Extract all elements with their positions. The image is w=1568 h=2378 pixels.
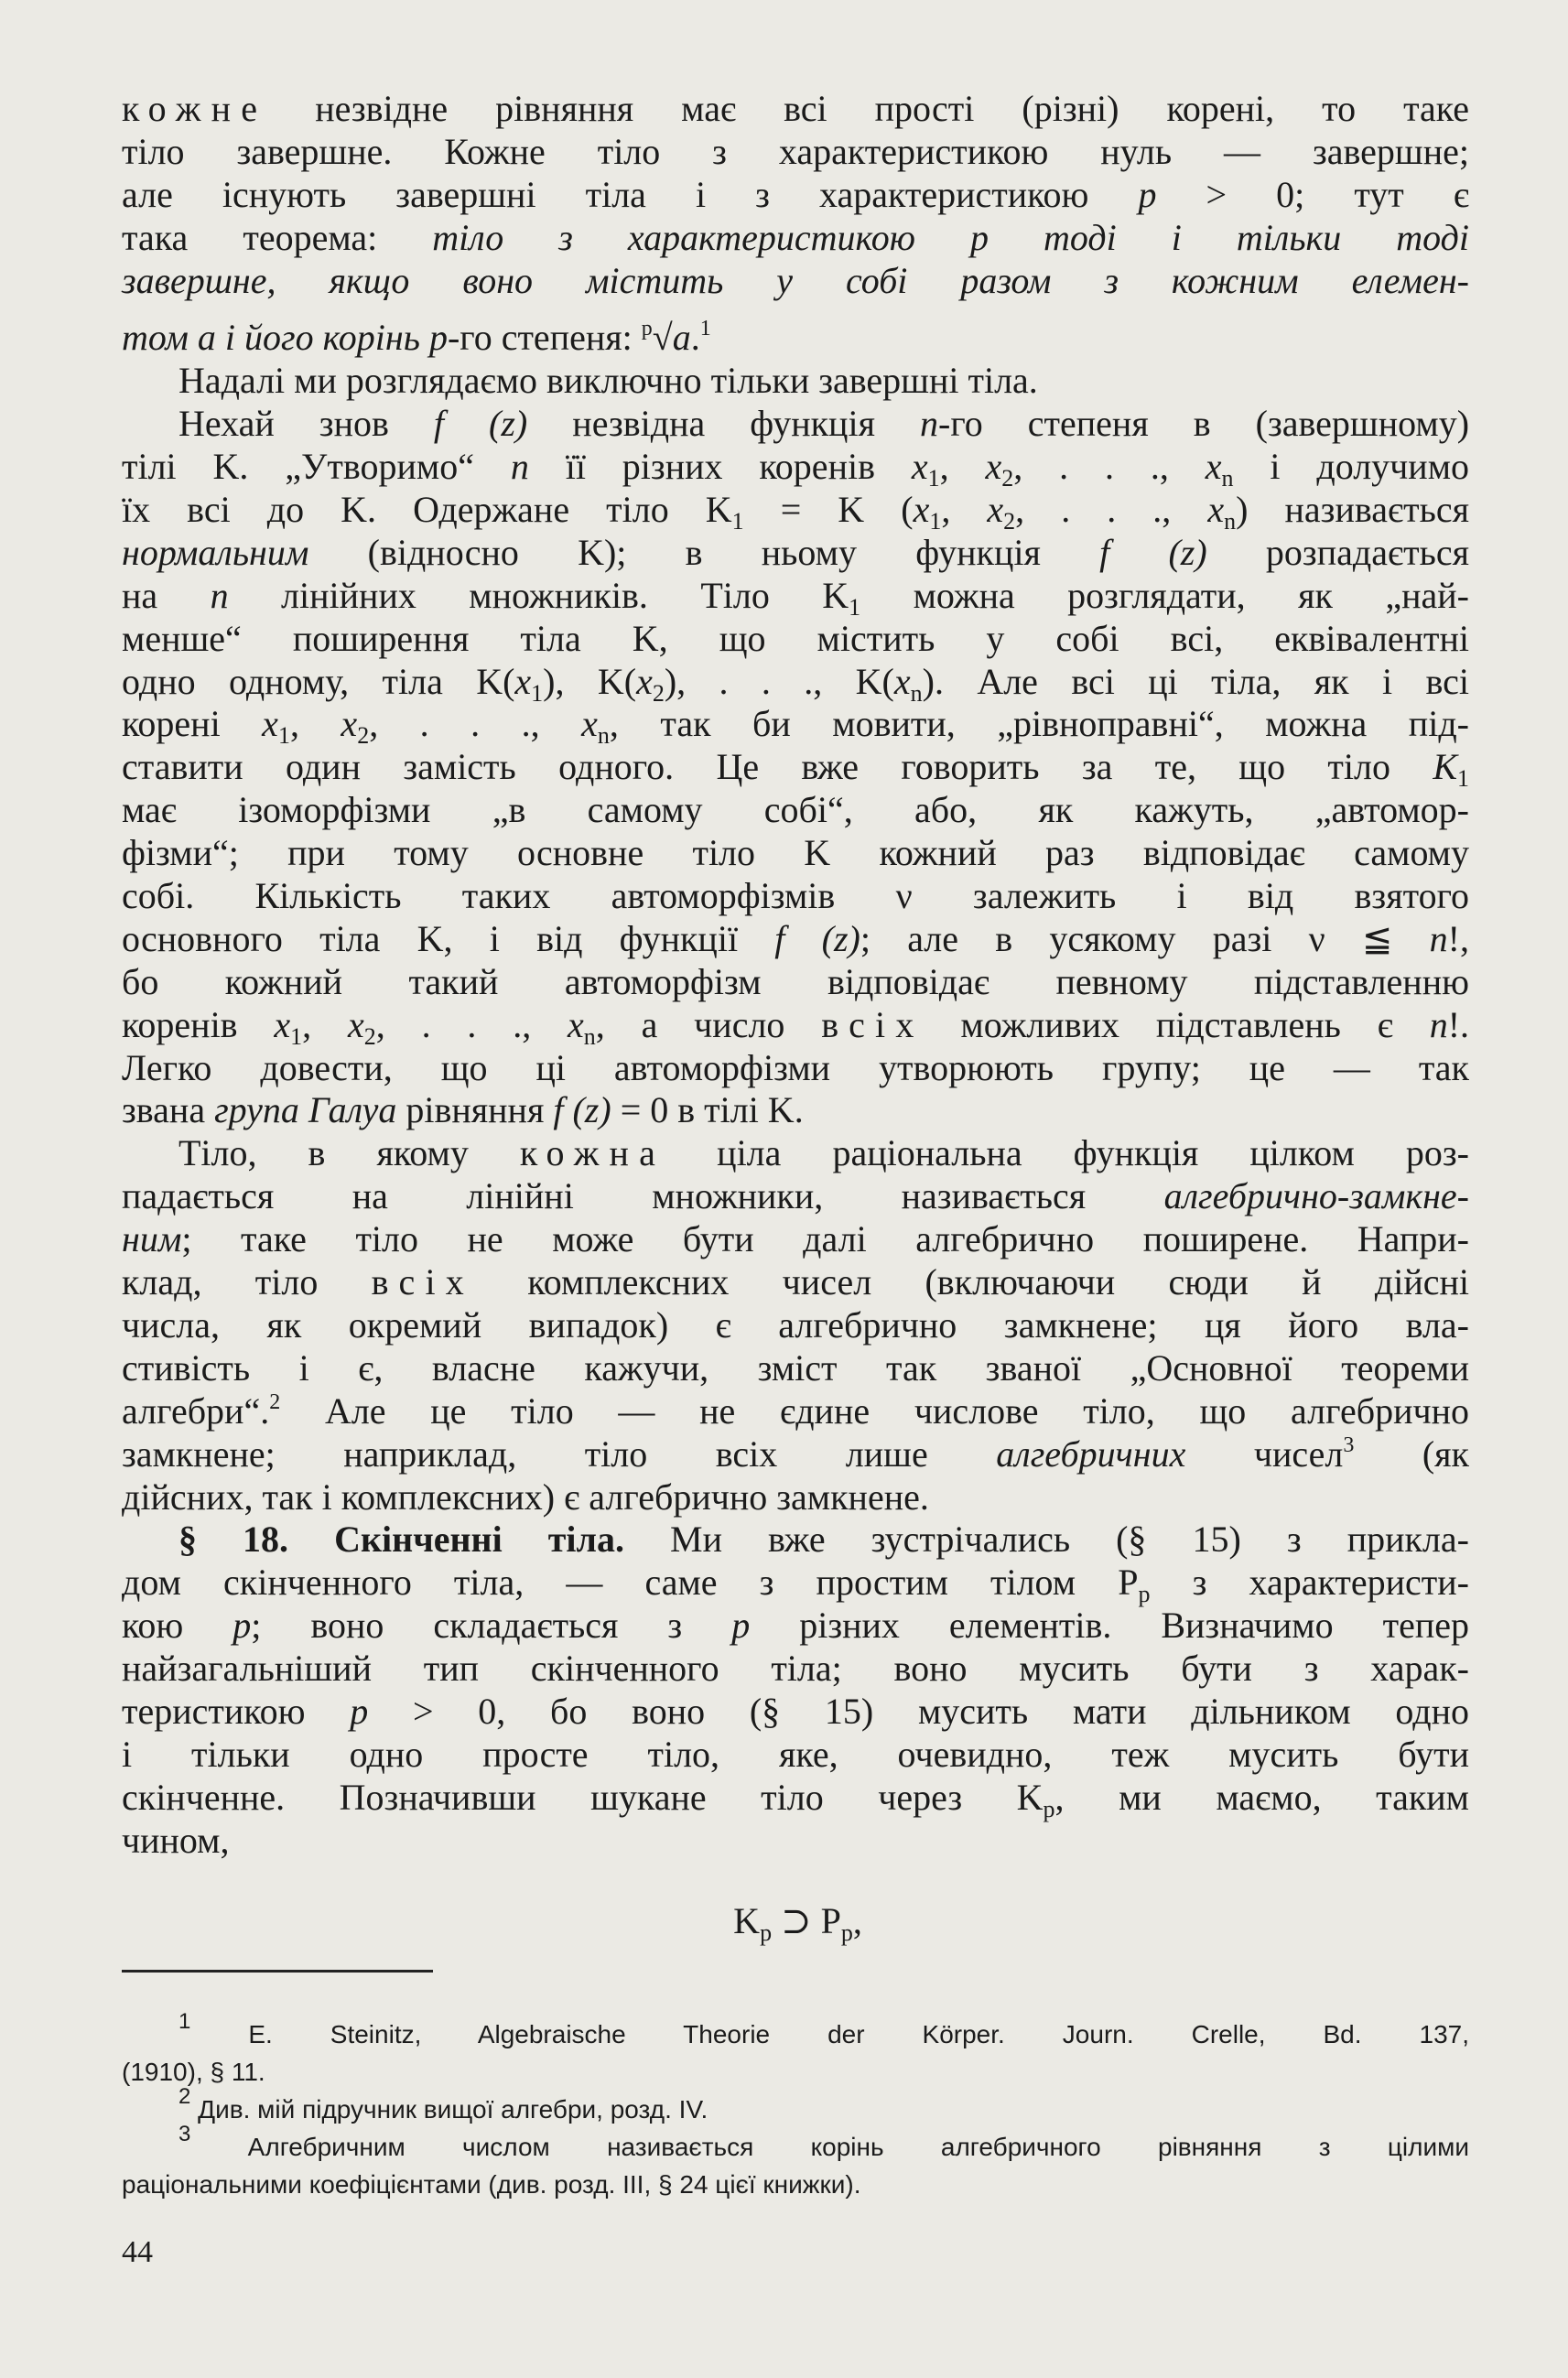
- text-run: E. Steinitz, Algebraische Theorie der Körper. Journ. Crelle, Bd. 137,: [190, 2020, 1469, 2048]
- text-line: [122, 1605, 1469, 1648]
- text-run: скінченне. Позначивши шукане тіло через K: [122, 1776, 1044, 1818]
- text-run: кою: [122, 1605, 233, 1647]
- text-run: але існують завершні тіла і з характеристикою: [122, 173, 1139, 215]
- text-line: [122, 746, 1469, 793]
- italic-run: x: [985, 446, 1002, 488]
- subscript: 1: [277, 722, 290, 750]
- text-line: [122, 1304, 1469, 1347]
- text-line: [122, 660, 1469, 707]
- spaced-emphasis: всіх: [821, 1003, 925, 1045]
- text-run: собі. Кількість таких автоморфізмів ν залежить і від взятого: [122, 875, 1469, 917]
- text-run: ⊃ P: [772, 1900, 841, 1941]
- text-line: [122, 1347, 1469, 1390]
- text-run: їх всі до K. Одержане тіло K: [122, 489, 732, 531]
- subscript: 1: [731, 508, 744, 535]
- text-run: алгебри“.: [122, 1389, 270, 1432]
- italic-run: алгебрично-замкне-: [1163, 1175, 1469, 1217]
- subscript: n: [597, 722, 610, 750]
- text-run: ,: [939, 446, 986, 488]
- body-text: [122, 88, 1469, 1863]
- text-run: комплексних чисел (включаючи сюди й дійсні: [474, 1261, 1470, 1303]
- italic-run: n: [1429, 1003, 1448, 1045]
- italic-run: n: [920, 403, 938, 445]
- text-run: √: [652, 317, 673, 359]
- text-run: тілі K. „Утворимо“: [122, 446, 511, 488]
- text-line: [122, 1218, 1469, 1261]
- superscript: 3: [1343, 1432, 1355, 1457]
- text-run: чином,: [122, 1819, 230, 1861]
- text-run: дом скінченного тіла, — саме з простим тілом P: [122, 1562, 1139, 1604]
- text-line: [122, 131, 1469, 174]
- text-line: [122, 1047, 1469, 1090]
- text-line: [122, 618, 1469, 661]
- text-run: !.: [1447, 1003, 1470, 1045]
- text-line: [122, 532, 1469, 575]
- text-run: лінійних множників. Тіло K: [228, 574, 849, 616]
- text-line: [122, 1519, 1469, 1562]
- italic-run: x: [1205, 446, 1222, 488]
- text-run: незвідна функція: [527, 403, 920, 445]
- text-run: і долучимо: [1233, 446, 1469, 488]
- italic-run: K: [1433, 746, 1457, 788]
- text-run: > 0; тут є: [1156, 173, 1469, 215]
- text-run: числа, як окремий випадок) є алгебрично замкнене; ця його вла-: [122, 1303, 1469, 1346]
- text-run: Легко довести, що ці автоморфізми утворюють групу; це — так: [122, 1046, 1469, 1088]
- italic-run: алгебричних: [996, 1432, 1186, 1475]
- superscript: 3: [178, 2122, 191, 2146]
- subscript: 2: [652, 679, 665, 707]
- text-run: Ми вже зустрічались (§ 15) з прикла-: [623, 1519, 1469, 1561]
- text-run: звана: [122, 1089, 215, 1131]
- text-run: падається на лінійні множники, називається: [122, 1175, 1164, 1217]
- italic-run: x: [568, 1003, 584, 1045]
- text-line: [122, 1648, 1469, 1691]
- text-run: різних елементів. Визначимо тепер: [750, 1605, 1469, 1647]
- text-run: ,: [302, 1003, 348, 1045]
- italic-run: x: [636, 660, 653, 702]
- text-run: розпадається: [1206, 531, 1470, 573]
- text-run: коренів: [122, 1003, 275, 1045]
- text-run: ; таке тіло не може бути далі алгебрично поширене. Напри-: [181, 1218, 1469, 1260]
- text-run: дійсних, так і комплексних) є алгебрично замкнене.: [122, 1475, 929, 1518]
- text-run: Надалі ми розглядаємо виключно тільки завершні тіла.: [178, 360, 1038, 402]
- text-run: основного тіла K, і від функції: [122, 917, 775, 959]
- subscript: 2: [1003, 508, 1016, 535]
- text-run: раціональними коефіцієнтами (див. розд. III, § 24 цієї книжки).: [122, 2170, 861, 2199]
- subscript: 1: [1457, 765, 1469, 793]
- text-run: ; воно складається з: [251, 1605, 732, 1647]
- page-number: 44: [122, 2235, 153, 2269]
- footnote-divider: [122, 1970, 433, 1973]
- italic-run: x: [913, 489, 930, 531]
- formula-line: [27, 1899, 1568, 1946]
- italic-run: f (z): [553, 1089, 611, 1131]
- text-run: Тіло, в якому: [178, 1132, 520, 1174]
- text-line: [122, 1734, 1469, 1777]
- italic-run: x: [514, 660, 532, 702]
- text-line: [122, 1089, 1469, 1132]
- text-run: клад, тіло: [122, 1261, 372, 1303]
- text-line: [122, 832, 1469, 875]
- text-run: менше“ поширення тіла K, що містить у собі всі, еквівалентні: [122, 617, 1469, 659]
- text-run: , так би мовити, „рівноправні“, можна під-: [609, 703, 1469, 745]
- text-run: , . . .,: [369, 703, 582, 745]
- footnote-line: [122, 2122, 1469, 2166]
- subscript: 2: [363, 1022, 376, 1050]
- superscript: 1: [178, 2009, 191, 2034]
- text-line: [122, 317, 1469, 360]
- subscript: 1: [927, 465, 940, 492]
- formula: [0, 1899, 1568, 1946]
- italic-run: x: [347, 1003, 364, 1045]
- text-run: ) називається: [1236, 489, 1470, 531]
- text-run: має ізоморфізми „в самому собі“, або, як кажуть, „автомор-: [122, 789, 1469, 831]
- italic-run: x: [581, 703, 598, 745]
- italic-run: x: [274, 1003, 291, 1045]
- text-line: [122, 1691, 1469, 1734]
- text-line: [122, 961, 1469, 1004]
- text-run: Але це тіло — не єдине числове тіло, що алгебрично: [280, 1389, 1469, 1432]
- text-run: її різних коренів: [528, 446, 912, 488]
- italic-run: p: [428, 317, 448, 359]
- text-line: [122, 789, 1469, 832]
- text-run: теристикою: [122, 1690, 351, 1732]
- text-run: можна розглядати, як „най-: [860, 574, 1469, 616]
- text-run: ), . . ., K(: [664, 660, 894, 702]
- italic-run: f (z): [1099, 531, 1207, 573]
- text-line: [122, 1175, 1469, 1218]
- text-run: ставити один замість одного. Це вже говорить за те, що тіло: [122, 746, 1433, 788]
- text-run: стивість і є, власне кажучи, зміст так званої „Основної теореми: [122, 1346, 1469, 1389]
- text-run: -го степеня в (завершному): [938, 403, 1470, 445]
- text-run: на: [122, 574, 211, 616]
- italic-run: x: [262, 703, 278, 745]
- superscript: 2: [178, 2084, 191, 2109]
- text-line: [122, 217, 1469, 260]
- text-run: бо кожний такий автоморфізм відповідає певному підставленню: [122, 960, 1469, 1002]
- text-line: [122, 1261, 1469, 1304]
- text-run: , а число: [595, 1003, 822, 1045]
- text-line: [122, 1433, 1469, 1476]
- subscript: 2: [1001, 465, 1014, 492]
- text-line: [122, 260, 1469, 303]
- text-run: ,: [941, 489, 988, 531]
- footnote-line: [122, 2166, 1469, 2203]
- subscript: p: [1138, 1581, 1151, 1608]
- text-line: [122, 360, 1469, 403]
- superscript: 1: [699, 317, 711, 341]
- italic-run: a: [672, 317, 691, 359]
- text-run: = K (: [743, 489, 914, 531]
- subscript: 2: [357, 722, 370, 750]
- text-line: [122, 574, 1469, 621]
- text-line: [122, 403, 1469, 446]
- text-run: ). Але всі ці тіла, як і всі: [922, 660, 1469, 702]
- text-run: (відносно K); в ньому функція: [308, 531, 1100, 573]
- italic-run: x: [911, 446, 928, 488]
- text-run: !,: [1447, 917, 1469, 959]
- italic-run: тіло з характеристикою p тоді і тільки тоді: [432, 216, 1469, 258]
- footnote-line: [122, 2084, 1469, 2128]
- subscript: p: [1043, 1795, 1055, 1822]
- italic-run: ним: [122, 1218, 182, 1260]
- text-line: [122, 1777, 1469, 1820]
- subscript: p: [840, 1919, 853, 1946]
- subscript: n: [583, 1022, 596, 1050]
- text-run: -го степеня:: [447, 317, 642, 359]
- italic-run: x: [341, 703, 358, 745]
- italic-run: n: [210, 574, 229, 616]
- subscript: n: [1224, 508, 1237, 535]
- text-run: Алгебричним числом називається корінь алгебричного рівняння з цілими: [190, 2133, 1469, 2161]
- text-run: ,: [852, 1900, 862, 1941]
- text-line: [122, 1003, 1470, 1050]
- text-run: Див. мій підручник вищої алгебри, розд. IV.: [190, 2095, 708, 2124]
- subscript: 1: [929, 508, 942, 535]
- text-run: незвідне рівняння має всі прості (різні) корені, то таке: [267, 88, 1469, 129]
- text-run: рівняння: [396, 1089, 554, 1131]
- italic-run: p: [1138, 173, 1157, 215]
- text-line: [122, 1390, 1469, 1433]
- text-line: [122, 1132, 1469, 1175]
- italic-run: p: [350, 1690, 369, 1732]
- text-run: одно одному, тіла K(: [122, 660, 515, 702]
- spaced-emphasis: кожна: [519, 1132, 666, 1174]
- text-line: [122, 88, 1469, 131]
- italic-run: n: [510, 446, 529, 488]
- spaced-emphasis: всіх: [371, 1261, 474, 1303]
- text-line: [122, 918, 1469, 961]
- text-run: можливих підставлень є: [924, 1003, 1430, 1045]
- subscript: n: [910, 679, 923, 707]
- italic-run: група Галуа: [214, 1089, 397, 1131]
- text-run: (1910), § 11.: [122, 2058, 265, 2086]
- subscript: 1: [849, 593, 861, 621]
- text-run: замкнене; наприклад, тіло всіх лише: [122, 1432, 997, 1475]
- subscript: p: [760, 1919, 773, 1946]
- text-line: [122, 875, 1469, 918]
- italic-run: нормальним: [122, 531, 309, 573]
- text-run: тіло завершне. Кожне тіло з характеристикою нуль — завершне;: [122, 130, 1469, 172]
- text-line: [122, 446, 1469, 492]
- text-line: [122, 1820, 1469, 1863]
- text-run: , . . .,: [1015, 489, 1208, 531]
- text-run: Нехай знов: [178, 403, 434, 445]
- text-run: ), K(: [543, 660, 637, 702]
- text-run: = 0 в тілі K.: [611, 1089, 804, 1131]
- text-run: така теорема:: [122, 216, 433, 258]
- text-line: [122, 489, 1470, 535]
- text-run: .: [690, 317, 700, 359]
- text-line: [122, 174, 1469, 217]
- text-run: і тільки одно просте тіло, яке, очевидно, теж мусить бути: [122, 1733, 1469, 1775]
- text-run: ,: [289, 703, 341, 745]
- text-run: ціла раціональна функція цілком роз-: [665, 1132, 1469, 1174]
- superscript: 2: [269, 1389, 281, 1414]
- superscript: p: [641, 317, 653, 341]
- text-line: [122, 703, 1469, 750]
- subscript: 1: [531, 679, 544, 707]
- italic-run: p: [731, 1605, 751, 1647]
- italic-run: p: [232, 1605, 252, 1647]
- spaced-emphasis: кожне: [122, 88, 268, 129]
- italic-run: f (z): [774, 917, 860, 959]
- text-run: з характеристи-: [1150, 1562, 1469, 1604]
- footnote-line: [122, 2053, 1469, 2091]
- text-line: [122, 1476, 1469, 1519]
- italic-run: x: [1207, 489, 1225, 531]
- text-run: найзагальніший тип скінченного тіла; воно мусить бути з харак-: [122, 1648, 1469, 1690]
- text-run: чисел: [1185, 1432, 1344, 1475]
- footnotes: [122, 2009, 1469, 2203]
- text-run: (як: [1354, 1432, 1469, 1475]
- text-run: K: [733, 1900, 761, 1941]
- text-run: , . . .,: [1013, 446, 1206, 488]
- subscript: n: [1221, 465, 1234, 492]
- text-run: ; але в усякому разі ν ≦: [860, 917, 1430, 959]
- italic-run: том a і його корінь: [122, 317, 429, 359]
- text-line: [122, 1562, 1469, 1608]
- text-run: корені: [122, 703, 263, 745]
- text-run: , . . .,: [375, 1003, 568, 1045]
- italic-run: завершне, якщо воно містить у собі разом з кожним елемен-: [122, 259, 1469, 301]
- text-run: , ми маємо, таким: [1054, 1776, 1469, 1818]
- italic-run: n: [1429, 917, 1448, 959]
- footnote-line: [122, 2009, 1469, 2053]
- text-run: > 0, бо воно (§ 15) мусить мати дільником одно: [368, 1690, 1469, 1732]
- italic-run: x: [893, 660, 911, 702]
- section-heading: § 18. Скінченні тіла.: [178, 1519, 624, 1561]
- subscript: 1: [290, 1022, 303, 1050]
- italic-run: x: [987, 489, 1004, 531]
- italic-run: f (z): [433, 403, 528, 445]
- text-run: фізми“; при тому основне тіло K кожний раз відповідає самому: [122, 832, 1469, 874]
